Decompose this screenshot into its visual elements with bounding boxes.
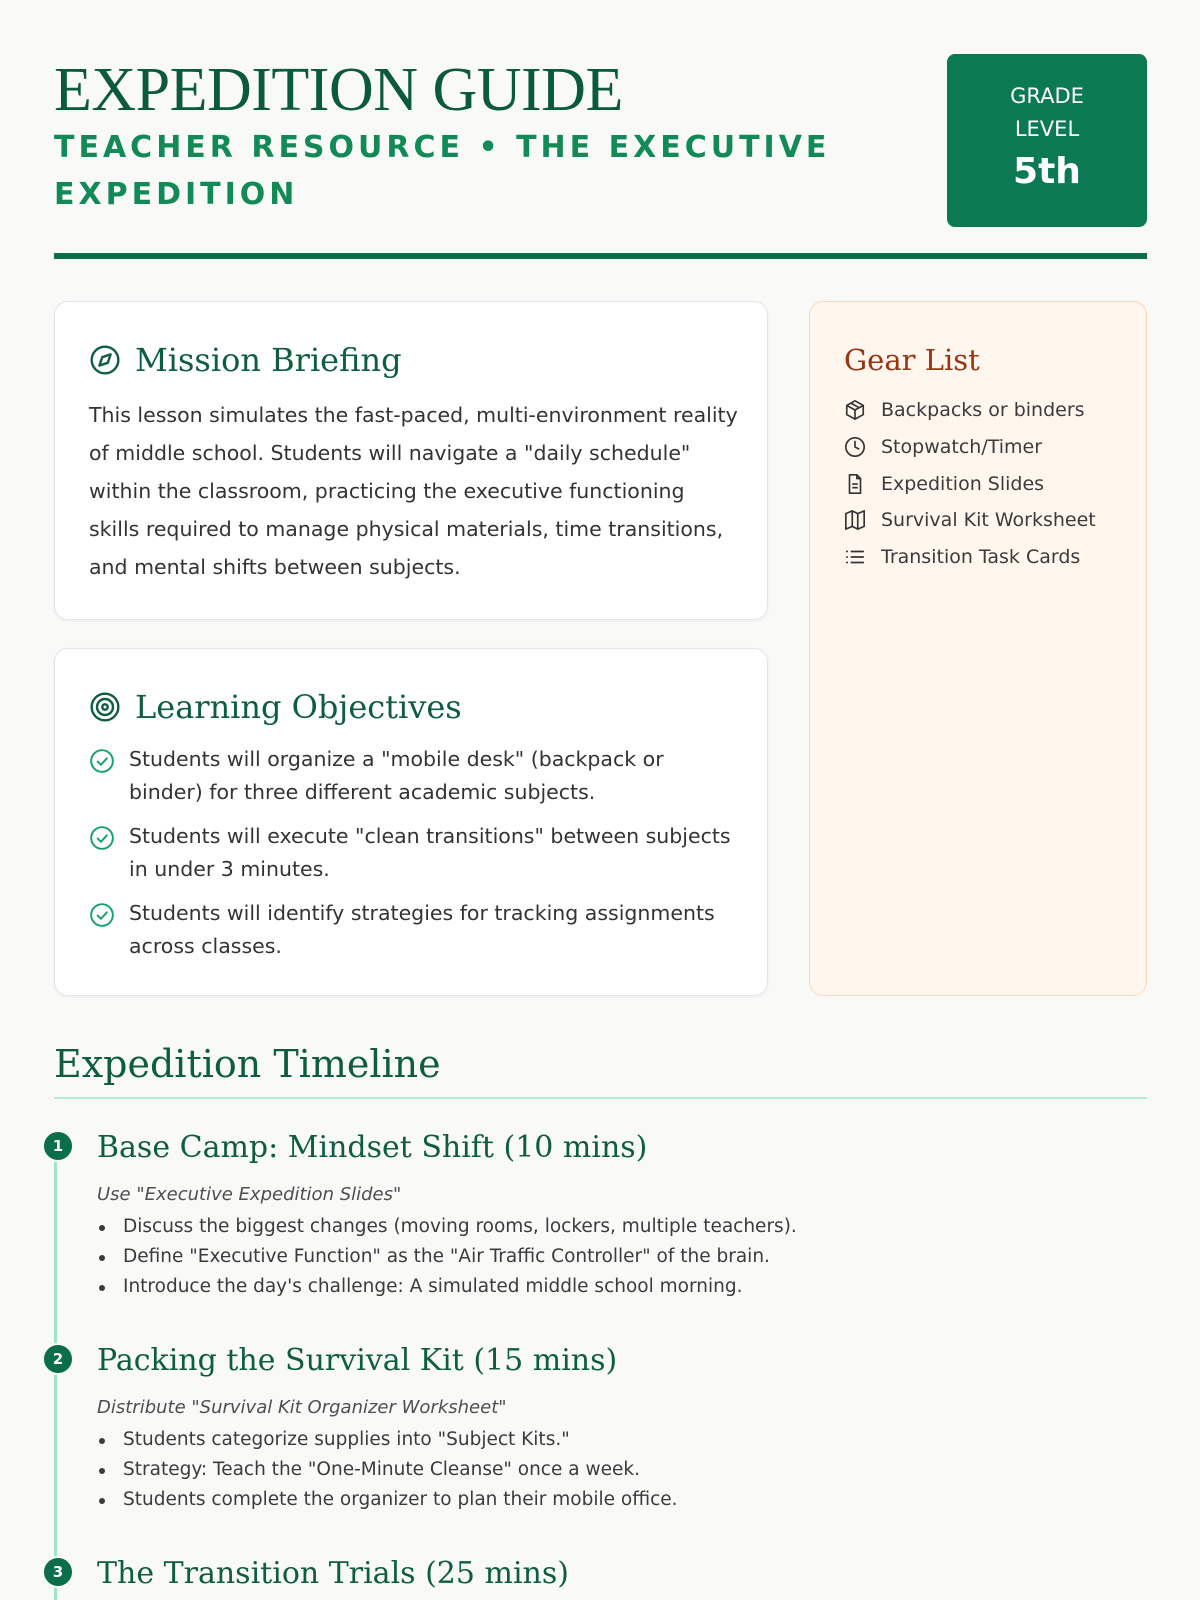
gear-item xyxy=(844,539,1096,576)
step-bullet: Students complete the organizer to plan their mobile office. xyxy=(123,1485,678,1515)
gear-item-label: Stopwatch/Timer xyxy=(881,436,1043,459)
step-note: Distribute "Survival Kit Organizer Worksheet" xyxy=(97,1397,507,1418)
mission-briefing-title: Mission Briefing xyxy=(135,341,402,379)
step-bullet: Define "Executive Function" as the "Air Traffic Controller" of the brain. xyxy=(123,1242,797,1272)
check-circle-icon xyxy=(89,902,115,928)
step-title: Packing the Survival Kit (15 mins) xyxy=(97,1343,618,1378)
gear-list-panel xyxy=(809,301,1147,996)
step-number-badge: 3 xyxy=(42,1556,74,1588)
gear-item xyxy=(844,392,1096,429)
objective-item xyxy=(89,897,739,963)
objective-text: Students will organize a "mobile desk" (backpack or binder) for three different academic subjects. xyxy=(129,747,664,804)
timeline-heading: Expedition Timeline xyxy=(54,1042,441,1086)
step-bullet: Strategy: Teach the "One-Minute Cleanse" once a week. xyxy=(123,1455,678,1485)
objective-item xyxy=(89,743,739,809)
gear-list-title: Gear List xyxy=(844,343,980,377)
gear-item-label: Transition Task Cards xyxy=(881,546,1081,569)
grade-value: 5th xyxy=(1013,151,1081,192)
gear-item-label: Backpacks or binders xyxy=(881,399,1085,422)
gear-list xyxy=(844,392,1096,575)
check-circle-icon xyxy=(89,825,115,851)
step-number-badge: 1 xyxy=(42,1130,74,1162)
grade-badge xyxy=(947,54,1147,227)
page-subtitle: TEACHER RESOURCE • THE EXECUTIVE EXPEDITION xyxy=(54,130,831,212)
step-title: Base Camp: Mindset Shift (10 mins) xyxy=(97,1130,648,1165)
target-icon xyxy=(89,691,121,723)
step-title: The Transition Trials (25 mins) xyxy=(97,1556,569,1591)
mission-briefing-text: This lesson simulates the fast-paced, multi-environment reality of middle school. Students will navigate a "daily schedule" within the classroom, practicing the executive functioning skills required to manage physical materials, time transitions, and mental shifts between subjects. xyxy=(89,403,738,579)
step-number-badge: 2 xyxy=(42,1343,74,1375)
gear-item xyxy=(844,429,1096,466)
learning-objectives-heading xyxy=(89,685,462,729)
objectives-list xyxy=(89,743,739,974)
objective-text: Students will execute "clean transitions" between subjects in under 3 minutes. xyxy=(129,824,731,881)
gear-item-label: Expedition Slides xyxy=(881,472,1045,495)
timeline-heading-divider xyxy=(54,1097,1147,1099)
step-bullets xyxy=(123,1425,678,1515)
header xyxy=(54,54,1147,260)
step-bullet: Introduce the day's challenge: A simulated middle school morning. xyxy=(123,1272,797,1302)
mission-briefing-heading xyxy=(89,338,402,382)
step-bullet: Students categorize supplies into "Subject Kits." xyxy=(123,1425,678,1455)
objective-item xyxy=(89,820,739,886)
gear-item xyxy=(844,465,1096,502)
objective-text: Students will identify strategies for tracking assignments across classes. xyxy=(129,901,715,958)
learning-objectives-card xyxy=(54,648,768,996)
step-bullet: Discuss the biggest changes (moving rooms, lockers, multiple teachers). xyxy=(123,1212,797,1242)
clock-icon xyxy=(844,436,866,458)
page-title: EXPEDITION GUIDE xyxy=(54,56,623,124)
document-icon xyxy=(844,473,866,495)
check-circle-icon xyxy=(89,748,115,774)
grade-label: GRADE LEVEL xyxy=(1010,84,1084,141)
compass-icon xyxy=(89,344,121,376)
package-icon xyxy=(844,399,866,421)
list-icon xyxy=(844,546,866,568)
step-note: Use "Executive Expedition Slides" xyxy=(97,1184,402,1205)
step-bullets xyxy=(123,1212,797,1302)
gear-item xyxy=(844,502,1096,539)
mission-briefing-card xyxy=(54,301,768,620)
map-icon xyxy=(844,509,866,531)
learning-objectives-title: Learning Objectives xyxy=(135,688,462,726)
header-divider xyxy=(54,253,1147,259)
gear-item-label: Survival Kit Worksheet xyxy=(881,509,1096,532)
